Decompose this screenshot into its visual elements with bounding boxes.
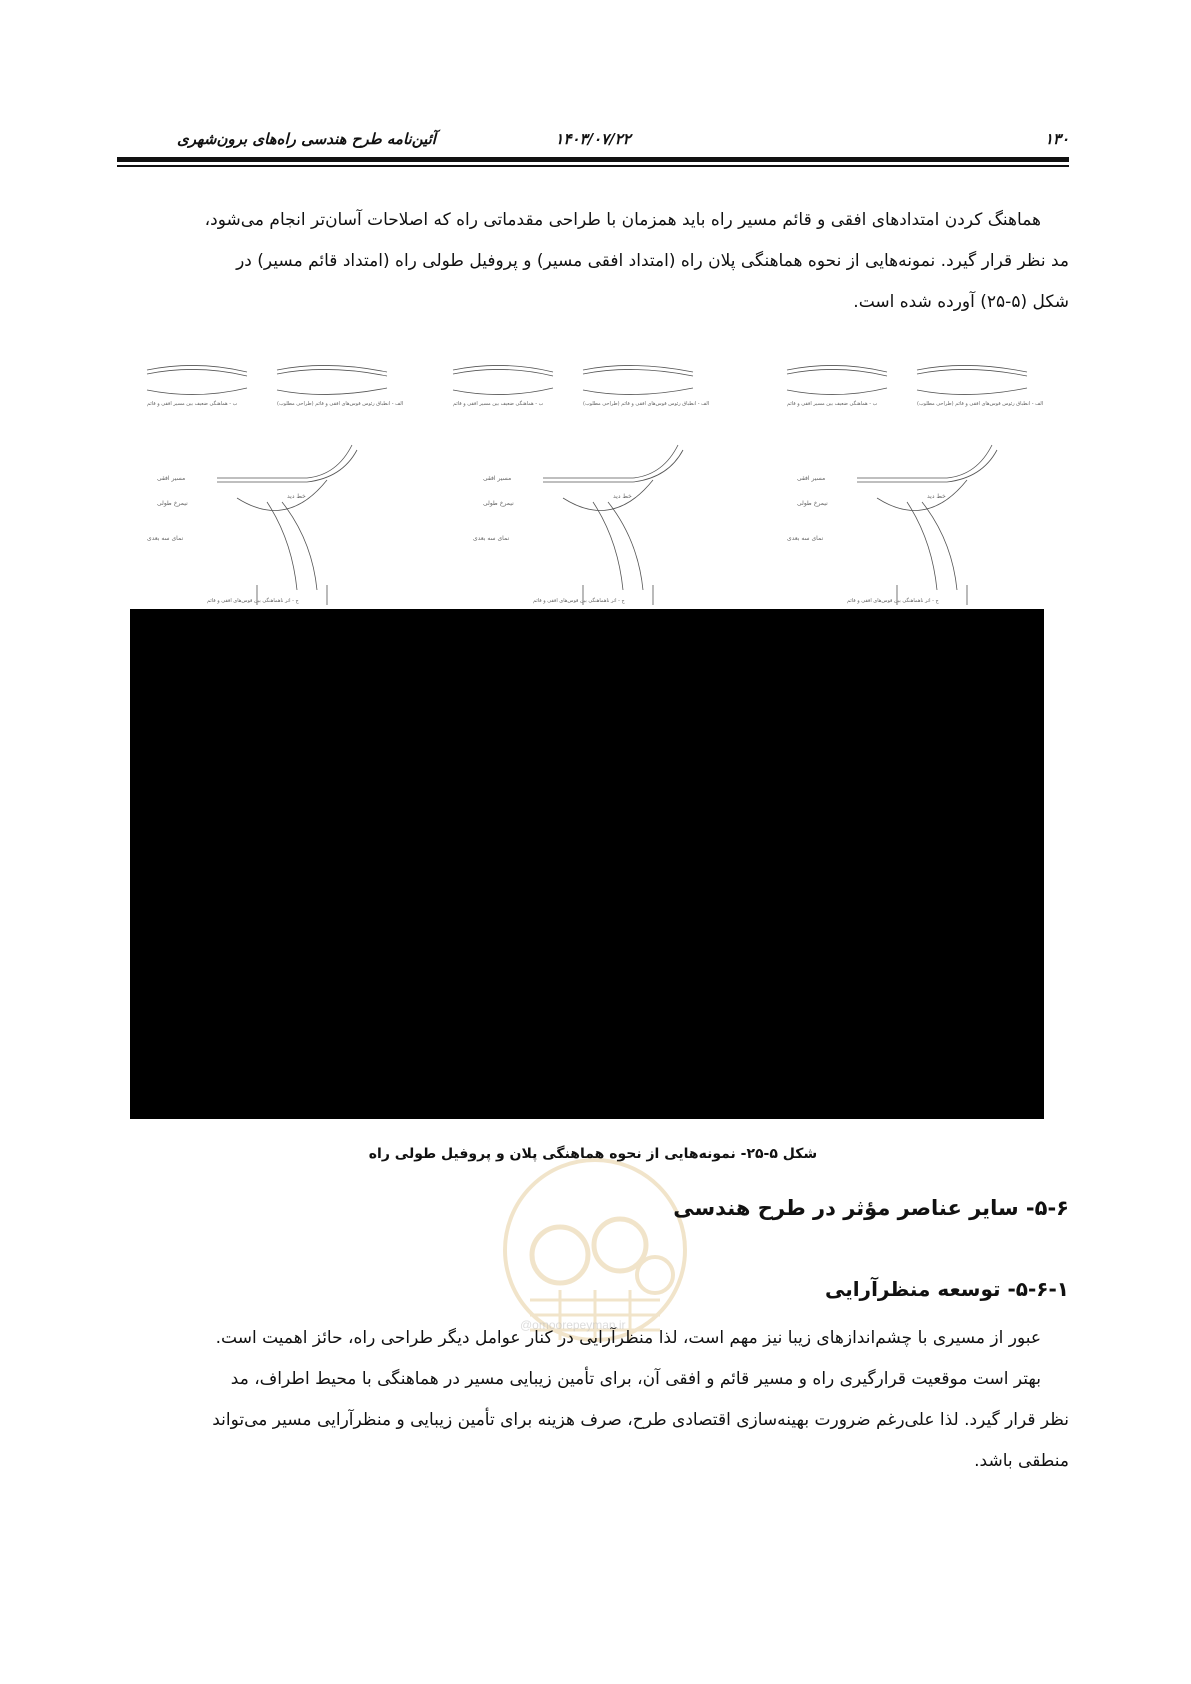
- header-title: آئین‌نامه طرح هندسی راه‌های برون‌شهری: [177, 130, 436, 148]
- label-caption-c: ج - اثر ناهماهنگی بین قوس‌های افقی و قائم: [533, 598, 625, 604]
- text-line: شکل (۵-۲۵) آورده شده است.: [853, 292, 1069, 312]
- label-caption-a: الف - انطباق رئوس قوس‌های افقی و قائم (طراحی مطلوب): [917, 401, 1044, 407]
- text-line: نظر قرار گیرد. لذا علی‌رغم ضرورت بهینه‌سازی اقتصادی طرح، صرف هزینه برای تأمین زیبایی و منظرآرایی مسیر می‌تواند: [212, 1410, 1069, 1430]
- label-perspective: نمای سه بعدی: [473, 535, 510, 542]
- page-header: [117, 128, 1069, 154]
- text-line: هماهنگ کردن امتدادهای افقی و قائم مسیر راه باید همزمان با طراحی مقدماتی راه که اصلاحات آسان‌تر انجام می‌شود،: [204, 210, 1041, 230]
- section-heading: ۵-۶- سایر عناصر مؤثر در طرح هندسی: [673, 1196, 1069, 1220]
- header-date: ۱۴۰۳/۰۷/۲۲: [555, 130, 631, 148]
- label-caption-b: ب - هماهنگی ضعیف بین مسیر افقی و قائم: [147, 401, 238, 407]
- label-vertical: نیمرخ طولی: [797, 500, 828, 507]
- label-caption-c: ج - اثر ناهماهنگی بین قوس‌های افقی و قائم: [847, 598, 939, 604]
- label-sight: خط دید: [287, 493, 306, 500]
- subsection-heading: ۵-۶-۱- توسعه منظرآرایی: [824, 1277, 1069, 1301]
- body-paragraph: [117, 1318, 1069, 1482]
- label-caption-c: ج - اثر ناهماهنگی بین قوس‌های افقی و قائم: [207, 598, 299, 604]
- text-line: مد نظر قرار گیرد. نمونه‌هایی از نحوه هماهنگی پلان راه (امتداد افقی مسیر) و پروفیل طولی راه (امتداد قائم مسیر) در: [236, 251, 1069, 271]
- text-line: عبور از مسیری با چشم‌اندازهای زیبا نیز مهم است، لذا منظرآرایی در کنار عوامل دیگر طراحی راه، حائز اهمیت است.: [215, 1328, 1041, 1348]
- label-caption-a: الف - انطباق رئوس قوس‌های افقی و قائم (طراحی مطلوب): [277, 401, 404, 407]
- header-rule-thin: [117, 165, 1069, 167]
- figure-panel: [117, 360, 417, 605]
- text-line: بهتر است موقعیت قرارگیری راه و مسیر قائم و افقی آن، برای تأمین زیبایی مسیر در هماهنگی با محیط اطراف، مد: [230, 1369, 1041, 1389]
- watermark-text: @omoorepeyman.ir: [520, 1318, 626, 1332]
- label-vertical: نیمرخ طولی: [157, 500, 188, 507]
- figure-panel: [443, 360, 743, 605]
- label-caption-a: الف - انطباق رئوس قوس‌های افقی و قائم (طراحی مطلوب): [583, 401, 710, 407]
- intro-paragraph: [117, 200, 1069, 323]
- label-perspective: نمای سه بعدی: [787, 535, 824, 542]
- label-vertical: نیمرخ طولی: [483, 500, 514, 507]
- figure-caption: شکل ۵-۲۵- نمونه‌هایی از نحوه هماهنگی پلان و پروفیل طولی راه: [368, 1146, 818, 1162]
- label-caption-b: ب - هماهنگی ضعیف بین مسیر افقی و قائم: [453, 401, 544, 407]
- figure-panel: [757, 360, 1057, 605]
- text-line: منطقی باشد.: [974, 1451, 1069, 1471]
- label-horizontal: مسیر افقی: [157, 475, 186, 482]
- redacted-figure-area: [130, 609, 1044, 1119]
- label-sight: خط دید: [613, 493, 632, 500]
- label-horizontal: مسیر افقی: [797, 475, 826, 482]
- label-perspective: نمای سه بعدی: [147, 535, 184, 542]
- label-horizontal: مسیر افقی: [483, 475, 512, 482]
- header-rule-thick: [117, 157, 1069, 162]
- figure-panels: [117, 360, 1069, 605]
- label-caption-b: ب - هماهنگی ضعیف بین مسیر افقی و قائم: [787, 401, 878, 407]
- page-number: ۱۳۰: [1044, 130, 1069, 148]
- label-sight: خط دید: [927, 493, 946, 500]
